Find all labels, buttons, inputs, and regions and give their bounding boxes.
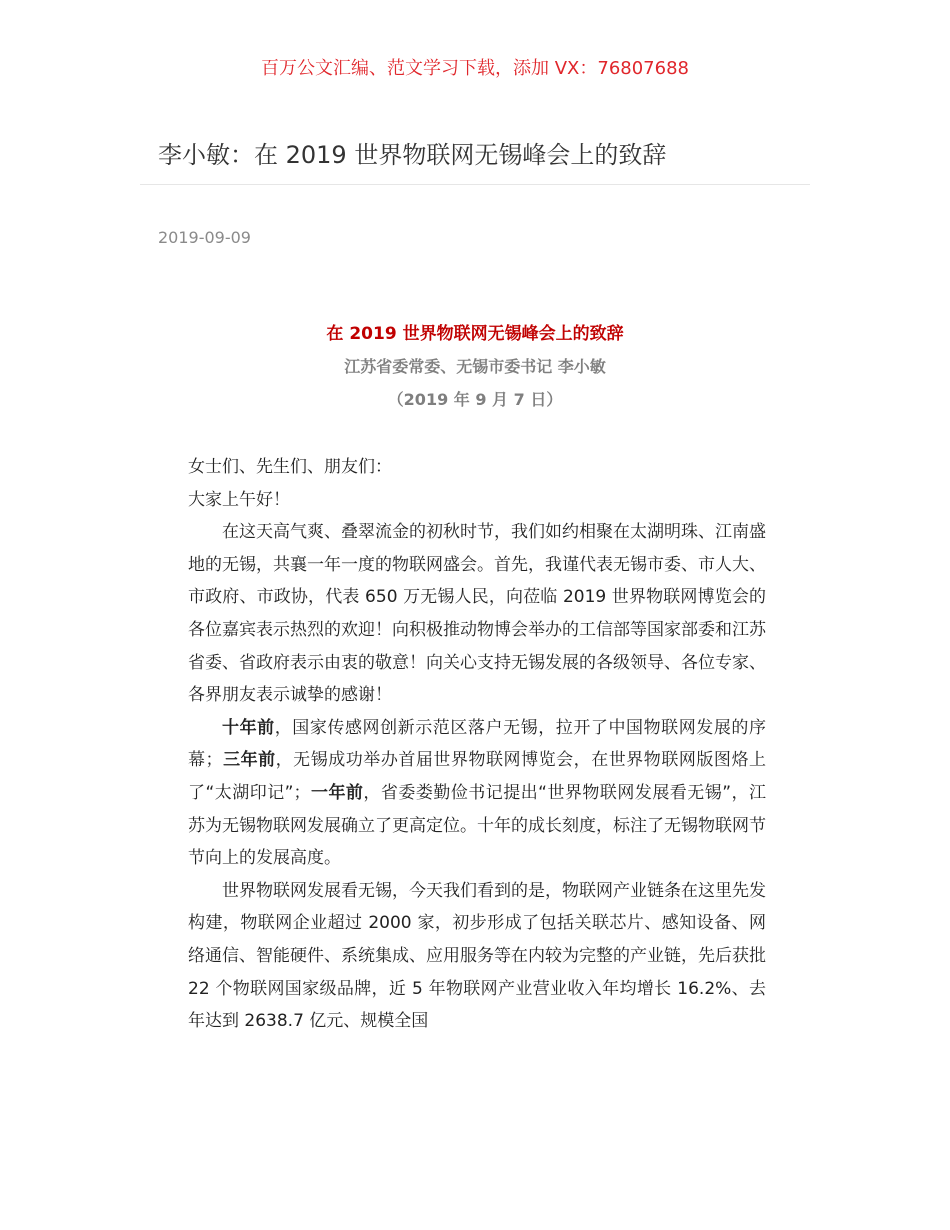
lead-ten-years-ago: 十年前 (222, 717, 275, 738)
speech-heading: 在 2019 世界物联网无锡峰会上的致辞 (326, 324, 624, 344)
title-divider (140, 184, 810, 185)
paragraph-decade (188, 712, 766, 875)
paragraph-decade-text-1: ，国家传感网创新示范区落户无锡，拉开了中国物联网发展的序幕； (188, 717, 767, 771)
paragraph-welcome: 在这天高气爽、叠翠流金的初秋时节，我们如约相聚在太湖明珠、江南盛地的无锡，共襄一年一度的物联网盛会。首先，我谨代表无锡市委、市人大、市政府、市政协，代表 650 万无锡人民，向莅临 2019 世界物联网博览会的各位嘉宾表示热烈的欢迎！向积极推动物博会举办的工信部等国家部委和江苏省委、省政府表示由衷的敬意！向关心支持无锡发展的各级领导、各位专家、各界朋友表示诚挚的感谢！ (188, 522, 766, 706)
article-title: 李小敏：在 2019 世界物联网无锡峰会上的致辞 (158, 141, 667, 169)
greeting: 大家上午好！ (188, 489, 290, 510)
speech-body (188, 451, 766, 1038)
lead-three-years-ago: 三年前 (222, 750, 276, 771)
paragraph-decade-text-2: ，无锡成功举办首届世界物联网博览会，在世界物联网版图烙上了“太湖印记”； (188, 750, 766, 803)
speech-author: 江苏省委常委、无锡市委书记 李小敏 (344, 357, 606, 376)
paragraph-decade-text-3: ，省委娄勤俭书记提出“世界物联网发展看无锡”，江苏为无锡物联网发展确立了更高定位。十年的成长刻度，标注了无锡物联网节节向上的发展高度。 (188, 782, 766, 869)
post-date: 2019-09-09 (158, 228, 251, 247)
paragraph-industry: 世界物联网发展看无锡，今天我们看到的是，物联网产业链条在这里先发构建，物联网企业超过 2000 家，初步形成了包括关联芯片、感知设备、网络通信、智能硬件、系统集成、应用服务等在内较为完整的产业链，先后获批 22 个物联网国家级品牌，近 5 年物联网产业营业收入年均增长 16.2%、去年达到 2638.7 亿元、规模全国 (188, 880, 766, 1032)
speech-date: （2019 年 9 月 7 日） (387, 390, 563, 409)
lead-one-year-ago: 一年前 (310, 782, 364, 803)
download-banner: 百万公文汇编、范文学习下载，添加 VX：76807688 (261, 58, 689, 79)
salutation: 女士们、先生们、朋友们： (188, 457, 392, 477)
